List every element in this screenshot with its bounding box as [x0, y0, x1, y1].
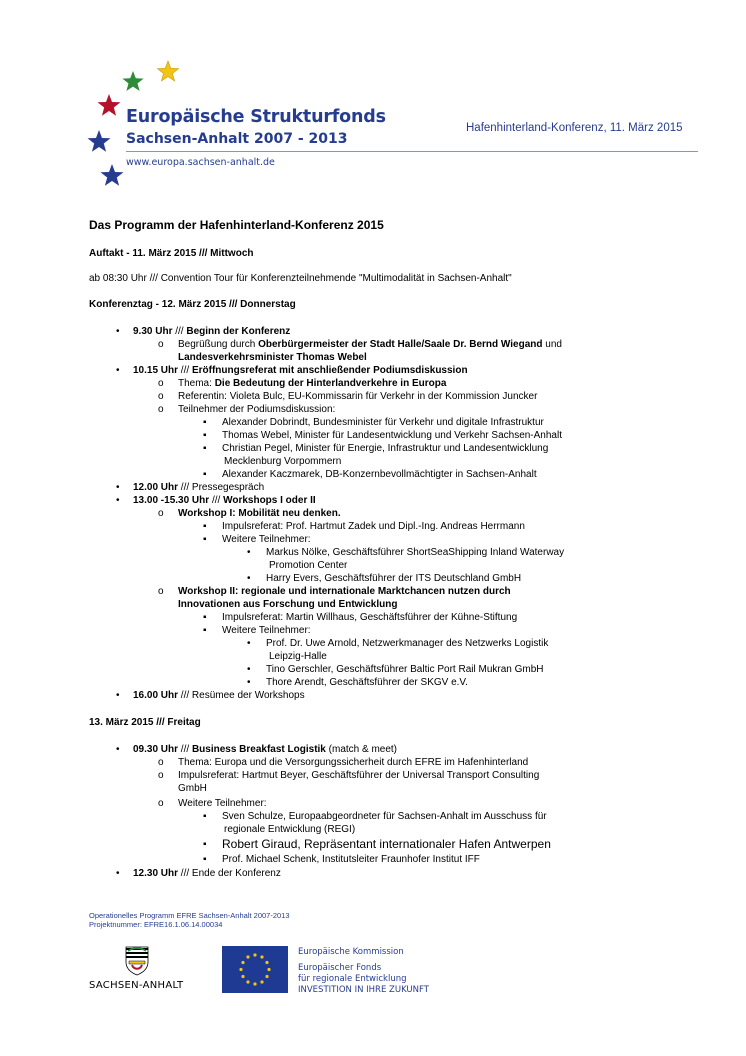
participant: Sven Schulze, Europaabgeordneter für Sachsen-Anhalt im Ausschuss für [222, 811, 547, 822]
bullet-circle: o [158, 798, 164, 809]
separator: /// [172, 326, 187, 337]
bullet-circle: o [158, 508, 164, 519]
speaker-line: Referentin: Violeta Bulc, EU-Kommissarin für Verkehr in der Kommission Juncker [178, 391, 538, 402]
agenda-item-summary [133, 689, 305, 702]
keynote-line-cont: GmbH [178, 783, 207, 794]
bullet-disc: • [116, 495, 120, 506]
bullet-square: ▪ [203, 443, 207, 454]
sachsen-anhalt-label: SACHSEN-ANHALT [89, 980, 184, 991]
bullet-square: ▪ [203, 811, 207, 822]
separator: /// [178, 744, 192, 755]
workshop-1-keynote: Impulsreferat: Prof. Hartmut Zadek und Dipl.-Ing. Andreas Herrmann [222, 521, 525, 532]
bullet-square: ▪ [203, 521, 207, 532]
panel-member-cont: Mecklenburg Vorpommern [224, 456, 342, 467]
greeting-line [178, 338, 562, 351]
text: Thema: [178, 378, 215, 389]
text-bold: Workshop I: Mobilität neu denken. [178, 508, 341, 519]
eu-fund-label-cont: für regionale Entwicklung [298, 974, 407, 984]
participant: Prof. Dr. Uwe Arnold, Netzwerkmanager des Netzwerks Logistik [266, 638, 549, 649]
bullet-disc: • [247, 677, 251, 688]
bullet-circle: o [158, 586, 164, 597]
agenda-item-workshops [133, 494, 316, 507]
logo-subtitle: Sachsen-Anhalt 2007 - 2013 [126, 131, 348, 147]
bullet-square: ▪ [203, 469, 207, 480]
workshop-2-participants: Weitere Teilnehmer: [222, 625, 311, 636]
eu-commission-label: Europäische Kommission [298, 947, 404, 957]
day1-heading: Auftakt - 11. März 2015 /// Mittwoch [89, 248, 254, 259]
bullet-circle: o [158, 378, 164, 389]
item-time: 09.30 Uhr [133, 744, 179, 755]
footer-project-number: Projektnummer: EFRE16.1.06.14.00034 [89, 920, 223, 929]
bullet-circle: o [158, 770, 164, 781]
item-title: Beginn der Konferenz [186, 326, 291, 337]
item-title: Workshops I oder II [223, 495, 316, 506]
bullet-circle: o [158, 404, 164, 415]
star-yellow-icon [157, 61, 178, 81]
item-time: 13.00 -15.30 Uhr [133, 495, 210, 506]
item-time: 9.30 Uhr [133, 326, 173, 337]
panel-heading: Teilnehmer der Podiumsdiskussion: [178, 404, 336, 415]
bullet-disc: • [116, 365, 120, 376]
logo-title: Europäische Strukturfonds [126, 107, 386, 127]
participant: Prof. Michael Schenk, Institutsleiter Fraunhofer Institut IFF [222, 854, 480, 865]
greeting-line-cont [178, 351, 367, 364]
panel-member: Alexander Kaczmarek, DB-Konzernbevollmächtigter in Sachsen-Anhalt [222, 469, 537, 480]
bullet-disc: • [247, 547, 251, 558]
bullet-disc: • [247, 664, 251, 675]
item-time: 12.30 Uhr [133, 868, 179, 879]
participants-heading: Weitere Teilnehmer: [178, 798, 267, 809]
text: und [542, 339, 562, 350]
topic-line [178, 377, 446, 390]
bullet-square: ▪ [203, 612, 207, 623]
participant: Thore Arendt, Geschäftsführer der SKGV e.V. [266, 677, 468, 688]
eu-fund-label: Europäischer Fonds [298, 963, 382, 973]
day1-line: ab 08:30 Uhr /// Convention Tour für Konferenzteilnehmende "Multimodalität in Sachsen-Anhalt" [89, 273, 512, 284]
star-blue-upper-icon [88, 130, 111, 152]
text-bold: Oberbürgermeister der Stadt Halle/Saale Dr. Bernd Wiegand [258, 339, 543, 350]
keynote-line: Impulsreferat: Hartmut Beyer, Geschäftsführer der Universal Transport Consulting [178, 770, 540, 781]
bullet-square: ▪ [203, 854, 207, 865]
bullet-square: ▪ [203, 839, 207, 850]
bullet-disc: • [116, 744, 120, 755]
star-blue-lower-icon [101, 164, 124, 186]
eu-slogan: INVESTITION IN IHRE ZUKUNFT [298, 985, 429, 995]
text: (match & meet) [325, 744, 398, 755]
item-time: 10.15 Uhr [133, 365, 179, 376]
bullet-square: ▪ [203, 534, 207, 545]
bullet-square: ▪ [203, 430, 207, 441]
participant: Tino Gerschler, Geschäftsführer Baltic Port Rail Mukran GmbH [266, 664, 544, 675]
bullet-circle: o [158, 391, 164, 402]
text: Begrüßung durch [178, 339, 259, 350]
item-title: Eröffnungsreferat mit anschließender Podiumsdiskussion [191, 365, 468, 376]
item-title: Business Breakfast Logistik [191, 744, 326, 755]
workshop-1-participants: Weitere Teilnehmer: [222, 534, 311, 545]
text-bold: Innovationen aus Forschung und Entwicklung [178, 599, 398, 610]
separator: /// [209, 495, 224, 506]
eu-flag-icon [222, 946, 288, 993]
conference-reference: Hafenhinterland-Konferenz, 11. März 2015 [466, 122, 683, 134]
participant-cont: regionale Entwicklung (REGI) [224, 824, 356, 835]
participant-cont: Leipzig-Halle [269, 651, 327, 662]
star-green-icon [122, 71, 143, 91]
item-time: 16.00 Uhr [133, 690, 179, 701]
agenda-item-breakfast [133, 743, 397, 756]
day3-heading: 13. März 2015 /// Freitag [89, 717, 201, 728]
separator: /// [178, 365, 192, 376]
bullet-disc: • [247, 638, 251, 649]
participant: Robert Giraud, Repräsentant internationaler Hafen Antwerpen [222, 837, 551, 851]
text-bold: Landesverkehrsminister Thomas Webel [178, 352, 367, 363]
bullet-disc: • [116, 326, 120, 337]
workshop-2-keynote: Impulsreferat: Martin Willhaus, Geschäftsführer der Kühne-Stiftung [222, 612, 518, 623]
document-title: Das Programm der Hafenhinterland-Konferenz 2015 [89, 218, 384, 232]
bullet-square: ▪ [203, 625, 207, 636]
star-red-icon [98, 94, 121, 116]
text-bold: Die Bedeutung der Hinterlandverkehre in Europa [214, 378, 447, 389]
participant-cont: Promotion Center [269, 560, 348, 571]
bullet-disc: • [116, 868, 120, 879]
bullet-circle: o [158, 757, 164, 768]
text-bold: Workshop II: regionale und internationale Marktchancen nutzen durch [178, 586, 511, 597]
workshop-1-title [178, 507, 341, 520]
workshop-2-title-cont [178, 598, 397, 611]
sachsen-anhalt-coat-of-arms [125, 946, 149, 976]
agenda-item-closing [133, 867, 281, 880]
bullet-disc: • [116, 690, 120, 701]
agenda-item-press [133, 481, 264, 494]
footer-program: Operationelles Programm EFRE Sachsen-Anhalt 2007-2013 [89, 911, 290, 920]
agenda-item-keynote [133, 364, 468, 377]
bullet-disc: • [116, 482, 120, 493]
bullet-disc: • [247, 573, 251, 584]
bullet-circle: o [158, 339, 164, 350]
text: /// Ende der Konferenz [178, 868, 281, 879]
panel-member: Thomas Webel, Minister für Landesentwicklung und Verkehr Sachsen-Anhalt [222, 430, 562, 441]
panel-member: Christian Pegel, Minister für Energie, Infrastruktur und Landesentwicklung [222, 443, 549, 454]
participant: Markus Nölke, Geschäftsführer ShortSeaShipping Inland Waterway [266, 547, 565, 558]
logo-url[interactable]: www.europa.sachsen-anhalt.de [126, 157, 275, 168]
header-divider [126, 151, 698, 152]
item-time: 12.00 Uhr [133, 482, 179, 493]
day2-heading: Konferenztag - 12. März 2015 /// Donnerstag [89, 299, 296, 310]
text: /// Pressegespräch [178, 482, 265, 493]
panel-member: Alexander Dobrindt, Bundesminister für Verkehr und digitale Infrastruktur [222, 417, 544, 428]
topic-line: Thema: Europa und die Versorgungssicherheit durch EFRE im Hafenhinterland [178, 757, 529, 768]
text: /// Resümee der Workshops [178, 690, 305, 701]
participant: Harry Evers, Geschäftsführer der ITS Deutschland GmbH [266, 573, 522, 584]
bullet-square: ▪ [203, 417, 207, 428]
agenda-item-opening [133, 325, 290, 338]
workshop-2-title [178, 585, 511, 598]
